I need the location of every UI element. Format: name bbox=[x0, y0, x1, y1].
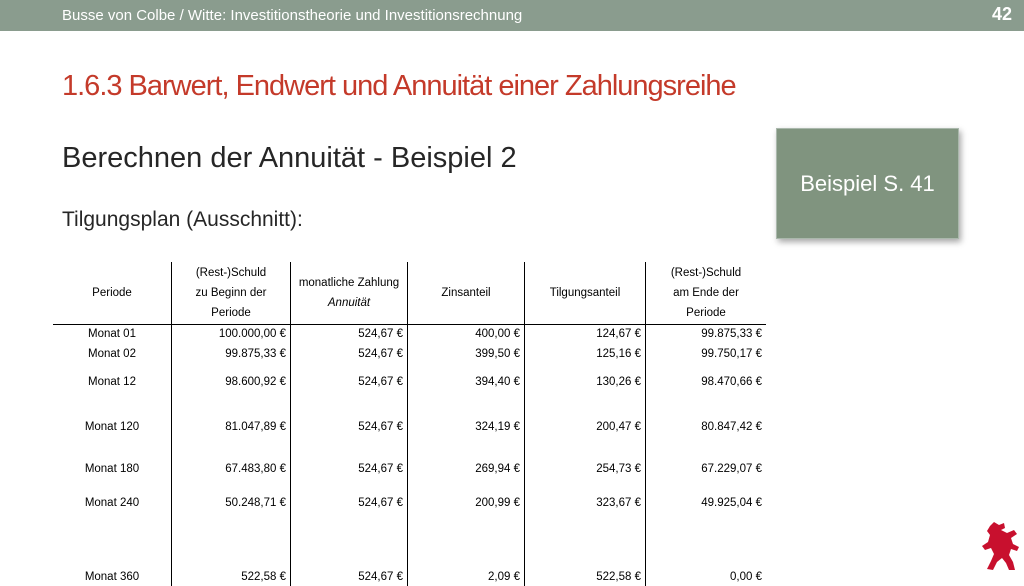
cell-payment: 524,67 € bbox=[291, 401, 408, 453]
example-reference-text: Beispiel S. 41 bbox=[800, 170, 935, 196]
header-principal: Tilgungsanteil bbox=[525, 262, 646, 324]
cell-debt-end: 99.750,17 € bbox=[701, 347, 762, 360]
cell-interest: 324,19 € bbox=[408, 401, 525, 453]
repayment-table bbox=[53, 262, 766, 586]
table-row bbox=[53, 324, 766, 344]
berlin-bear-logo bbox=[980, 520, 1020, 572]
cell-interest: 200,99 € bbox=[408, 485, 525, 521]
table-header-row bbox=[53, 262, 766, 324]
cell-debt-end: 98.470,66 € bbox=[701, 376, 762, 388]
cell-debt-end: 0,00 € bbox=[730, 571, 762, 583]
cell-interest: 400,00 € bbox=[408, 324, 525, 344]
table-row bbox=[53, 344, 766, 363]
cell-debt-start: 99.875,33 € bbox=[172, 344, 291, 363]
cell-period: Monat 01 bbox=[53, 324, 172, 344]
cell-debt-start: 522,58 € bbox=[172, 521, 291, 586]
header-monthly-payment: monatliche Zahlung Annuität bbox=[291, 262, 408, 324]
cell-payment: 524,67 € bbox=[291, 324, 408, 344]
table-label: Tilgungsplan (Ausschnitt): bbox=[62, 208, 303, 231]
cell-debt-start: 100.000,00 € bbox=[172, 324, 291, 344]
cell-principal: 200,47 € bbox=[525, 401, 646, 453]
cell-payment: 524,67 € bbox=[291, 521, 408, 586]
cell-debt-start: 50.248,71 € bbox=[172, 485, 291, 521]
header-interest: Zinsanteil bbox=[408, 262, 525, 324]
table-row bbox=[53, 453, 766, 485]
table-row bbox=[53, 521, 766, 586]
cell-period: Monat 02 bbox=[53, 344, 172, 363]
cell-payment: 524,67 € bbox=[291, 485, 408, 521]
cell-debt-end: 80.847,42 € bbox=[701, 421, 762, 433]
top-bar bbox=[0, 0, 1024, 31]
cell-principal: 124,67 € bbox=[525, 324, 646, 344]
cell-debt-end: 49.925,04 € bbox=[701, 497, 762, 509]
cell-debt-start: 67.483,80 € bbox=[172, 453, 291, 485]
cell-principal: 130,26 € bbox=[525, 363, 646, 401]
table-row bbox=[53, 401, 766, 453]
cell-payment: 524,67 € bbox=[291, 453, 408, 485]
cell-period: Monat 180 bbox=[53, 453, 172, 485]
cell-interest: 2,09 € bbox=[408, 521, 525, 586]
table-row bbox=[53, 363, 766, 401]
table-row bbox=[53, 485, 766, 521]
header-debt-end: (Rest-)Schuld am Ende der Periode bbox=[646, 262, 767, 324]
cell-principal: 254,73 € bbox=[525, 453, 646, 485]
page-number: 42 bbox=[991, 4, 1012, 24]
cell-period: Monat 12 bbox=[53, 363, 172, 401]
header-period: Periode bbox=[53, 262, 172, 324]
cell-principal: 323,67 € bbox=[525, 485, 646, 521]
cell-principal: 125,16 € bbox=[525, 344, 646, 363]
cell-debt-start: 81.047,89 € bbox=[172, 401, 291, 453]
cell-principal: 522,58 € bbox=[525, 521, 646, 586]
cell-payment: 524,67 € bbox=[291, 344, 408, 363]
cell-interest: 394,40 € bbox=[408, 363, 525, 401]
source-reference: Busse von Colbe / Witte: Investitionstheorie und Investitionsrechnung bbox=[62, 7, 523, 24]
cell-period: Monat 240 bbox=[53, 485, 172, 521]
example-reference-box bbox=[776, 128, 959, 239]
header-debt-start: (Rest-)Schuld zu Beginn der Periode bbox=[172, 262, 291, 324]
slide-heading: 1.6.3 Barwert, Endwert und Annuität einer Zahlungsreihe bbox=[62, 70, 736, 102]
cell-debt-end: 99.875,33 € bbox=[701, 328, 762, 341]
cell-period: Monat 120 bbox=[53, 401, 172, 453]
cell-debt-end: 67.229,07 € bbox=[701, 463, 762, 475]
cell-interest: 269,94 € bbox=[408, 453, 525, 485]
cell-payment: 524,67 € bbox=[291, 363, 408, 401]
cell-interest: 399,50 € bbox=[408, 344, 525, 363]
slide-subtitle: Berechnen der Annuität - Beispiel 2 bbox=[62, 142, 517, 174]
cell-debt-start: 98.600,92 € bbox=[172, 363, 291, 401]
cell-period: Monat 360 bbox=[53, 521, 172, 586]
